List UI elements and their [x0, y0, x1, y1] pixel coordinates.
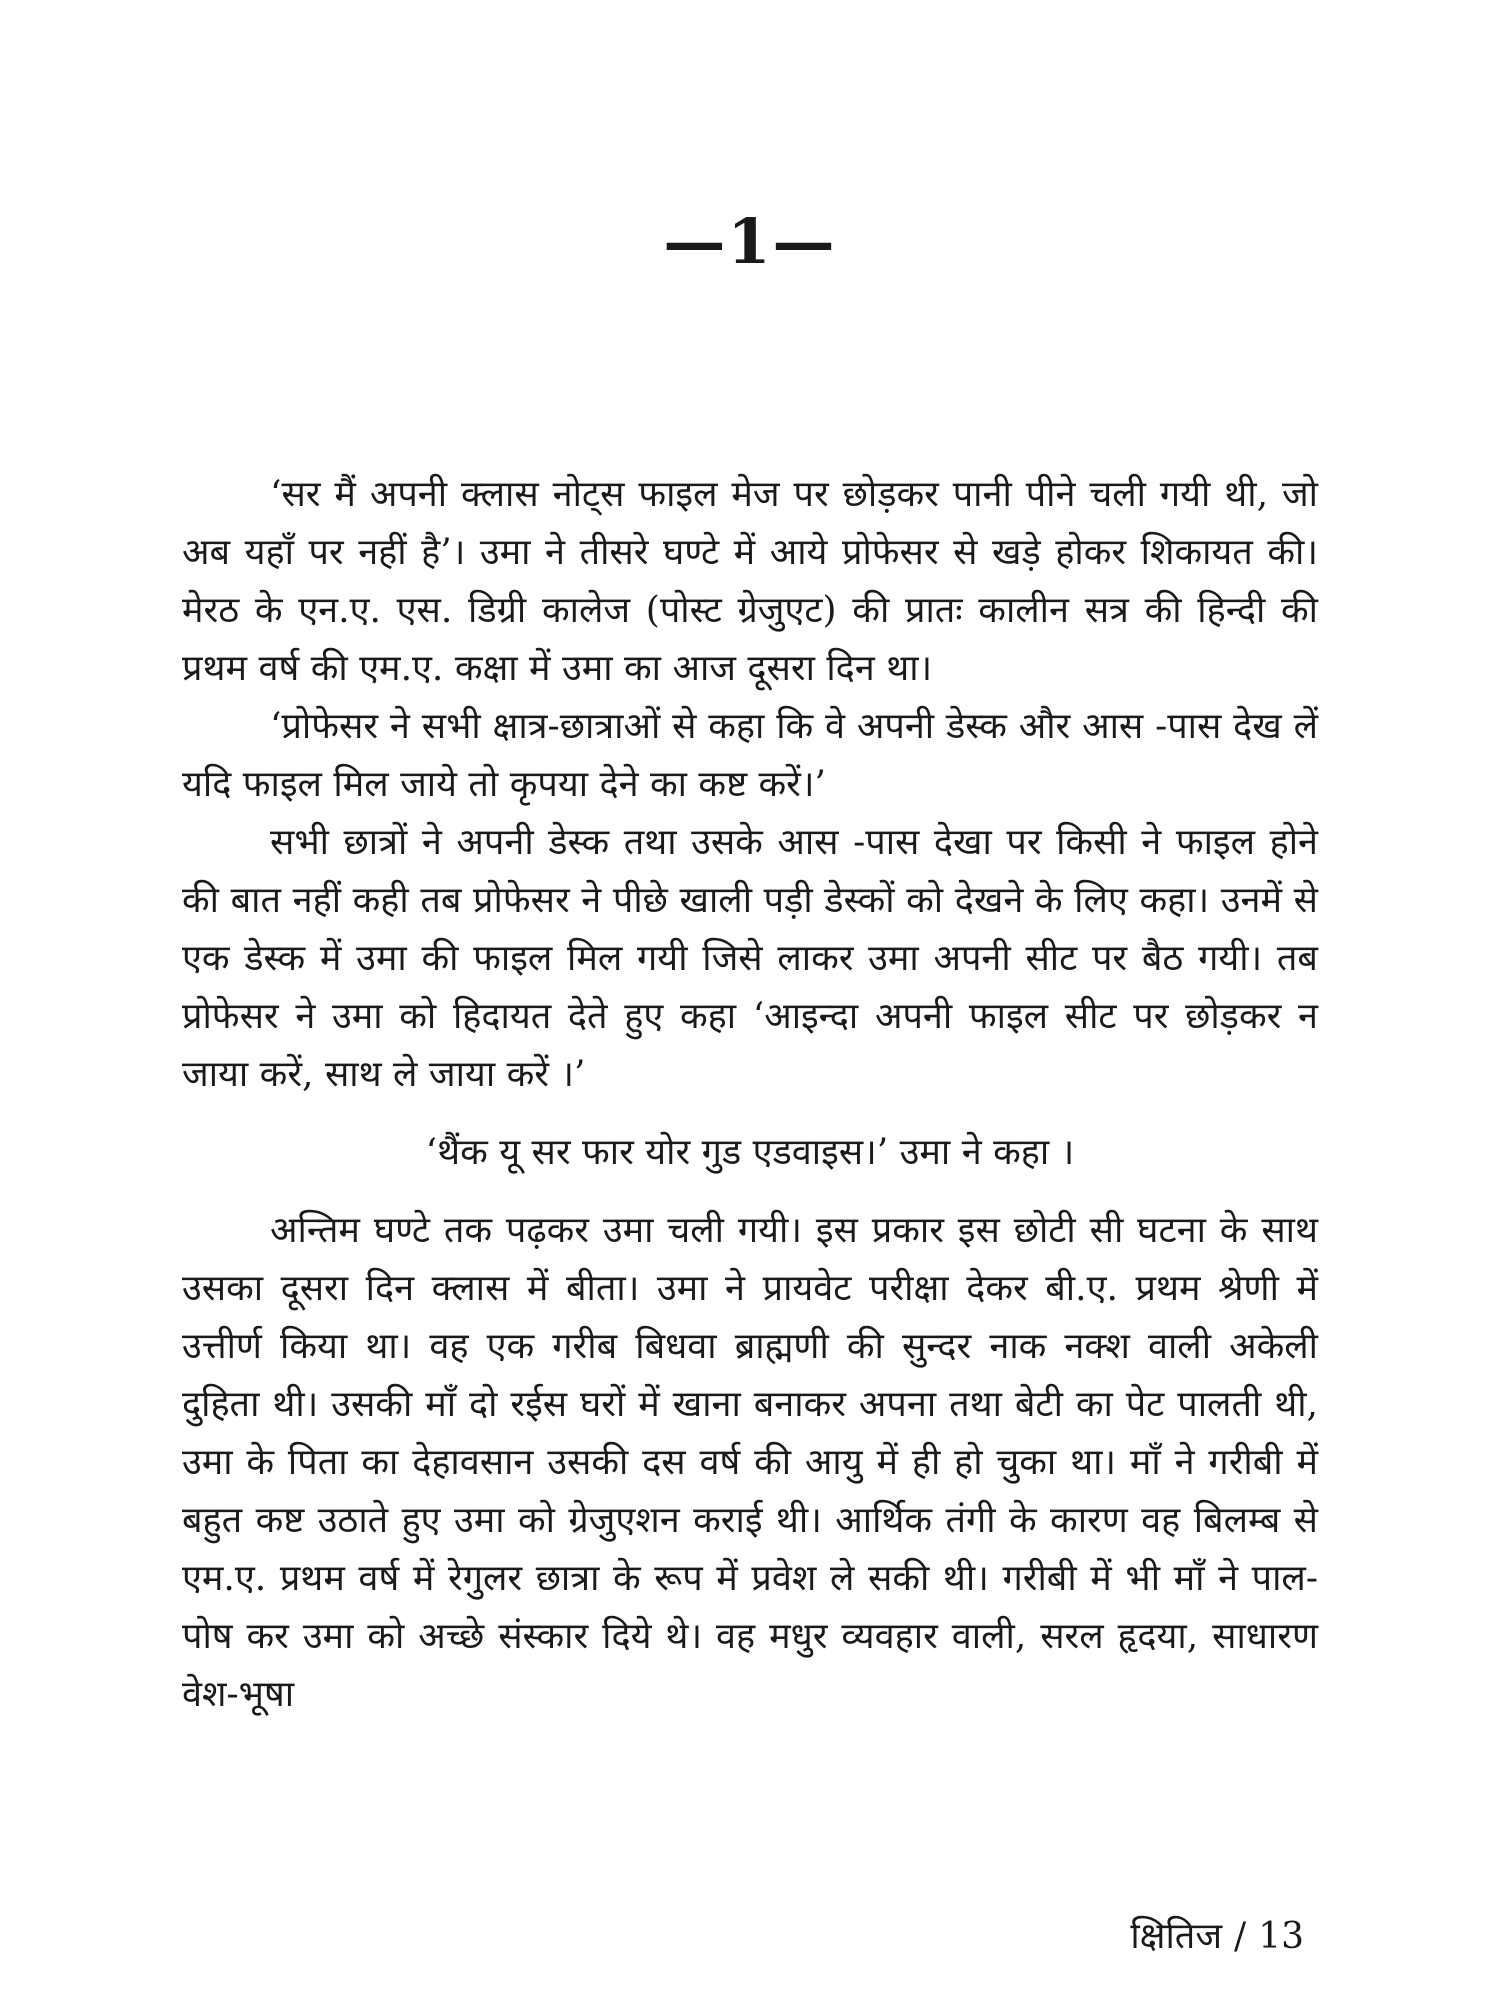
paragraph-complaint: ‘सर मैं अपनी क्लास नोट्स फाइल मेज पर छोड़कर पानी पीने चली गयी थी, जो अब यहाँ पर नहीं है’। उमा ने तीसरे घण्टे में आये प्रोफेसर से खड़े होकर शिकायत की। मेरठ के एन.ए. एस. डिग्री कालेज (पोस्ट ग्रेजुएट) की प्रातः कालीन सत्र की हिन्दी की प्रथम वर्ष की एम.ए. कक्षा में उमा का आज दूसरा दिन था। [182, 474, 1318, 689]
paragraph-uma-background: अन्तिम घण्टे तक पढ़कर उमा चली गयी। इस प्रकार इस छोटी सी घटना के साथ उसका दूसरा दिन क्लास में बीता। उमा ने प्रायवेट परीक्षा देकर बी.ए. प्रथम श्रेणी में उत्तीर्ण किया था। वह एक गरीब बिधवा ब्राह्मणी की सुन्दर नाक नक्श वाली अकेली दुहिता थी। उसकी माँ दो रईस घरों में खाना बनाकर अपना तथा बेटी का पेट पालती थी, उमा के पिता का देहावसान उसकी दस वर्ष की आयु में ही हो चुका था। माँ ने गरीबी में बहुत कष्ट उठाते हुए उमा को ग्रेजुएशन कराई थी। आर्थिक तंगी के कारण वह बिलम्ब से एम.ए. प्रथम वर्ष में रेगुलर छात्रा के रूप में प्रवेश ले सकी थी। गरीबी में भी माँ ने पाल-पोष कर उमा को अच्छे संस्कार दिये थे। वह मधुर व्यवहार वाली, सरल हृदया, साधारण वेश-भूषा [182, 1210, 1318, 1715]
footer-separator: / [1234, 1916, 1247, 1957]
paragraph-file-found: सभी छात्रों ने अपनी डेस्क तथा उसके आस -पास देखा पर किसी ने फाइल होने की बात नहीं कही तब प्रोफेसर ने पीछे खाली पड़ी डेस्कों को देखने के लिए कहा। उनमें से एक डेस्क में उमा की फाइल मिल गयी जिसे लाकर उमा अपनी सीट पर बैठ गयी। तब प्रोफेसर ने उमा को हिदायत देते हुए कहा ‘आइन्दा अपनी फाइल सीट पर छोड़कर न जाया करें, साथ ले जाया करें ।’ [182, 822, 1318, 1095]
page-number: 13 [1258, 1916, 1304, 1957]
chapter-heading: —1— [663, 205, 837, 278]
paragraph-thank-you: ‘थैंक यू सर फार योर गुड एडवाइस।’ उमा ने कहा । [425, 1132, 1075, 1173]
paragraph-professor-request: ‘प्रोफेसर ने सभी क्षात्र-छात्राओं से कहा कि वे अपनी डेस्क और आस -पास देख लें यदि फाइल मिल जाये तो कृपया देने का कष्ट करें।’ [182, 706, 1318, 805]
body-text [182, 466, 1318, 1724]
page-footer [1130, 1910, 1304, 1959]
book-title: क्षितिज [1130, 1916, 1223, 1957]
